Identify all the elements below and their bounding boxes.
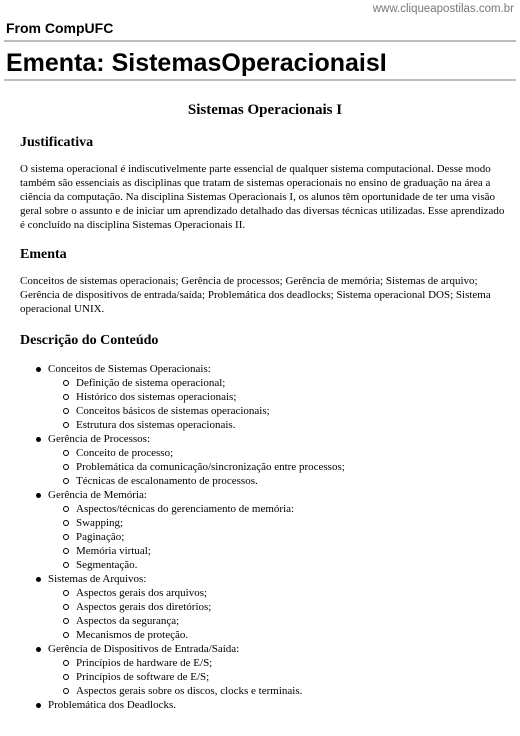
subtopic-item: Técnicas de escalonamento de processos. — [48, 474, 510, 488]
topic-item — [20, 642, 510, 698]
title-divider — [4, 79, 516, 81]
subtopic-item: Aspectos/técnicas do gerenciamento de memória: — [48, 502, 510, 516]
subtopic-item: Problemática da comunicação/sincronização entre processos; — [48, 460, 510, 474]
topic-label: Problemática dos Deadlocks. — [48, 699, 176, 711]
topic-item — [20, 432, 510, 488]
topic-item — [20, 362, 510, 432]
subtopic-item: Princípios de hardware de E/S; — [48, 656, 510, 670]
document-title: Sistemas Operacionais I — [187, 102, 343, 118]
subtopic-item: Princípios de software de E/S; — [48, 670, 510, 684]
topic-label: Conceitos de Sistemas Operacionais: — [48, 363, 211, 375]
watermark-url: www.cliqueapostilas.com.br — [372, 3, 514, 15]
subtopic-list — [48, 446, 510, 488]
subtopic-item: Aspectos gerais dos diretórios; — [48, 600, 510, 614]
topic-label: Gerência de Dispositivos de Entrada/Saída: — [48, 643, 240, 655]
ementa-paragraph: Conceitos de sistemas operacionais; Gerência de processos; Gerência de memória; Sistemas de arquivo; Gerência de dispositivos de entrada/saída; Problemática dos deadlocks; Sistema operacional DOS; Sistema operacional UNIX. — [20, 275, 491, 315]
topic-label: Gerência de Memória: — [48, 489, 147, 501]
topic-item — [20, 698, 510, 712]
topic-item — [20, 488, 510, 572]
subtopic-list — [48, 376, 510, 432]
descricao-heading: Descrição do Conteúdo — [20, 333, 159, 348]
subtopic-item: Mecanismos de proteção. — [48, 628, 510, 642]
header-divider — [4, 40, 516, 42]
topic-label: Sistemas de Arquivos: — [48, 573, 147, 585]
subtopic-list — [48, 586, 510, 642]
subtopic-list — [48, 656, 510, 698]
page-title: Ementa: SistemasOperacionaisI — [6, 49, 387, 77]
document-body — [20, 100, 510, 712]
topic-list — [20, 362, 510, 712]
topic-item — [20, 572, 510, 642]
topic-label: Gerência de Processos: — [48, 433, 151, 445]
justificativa-paragraph: O sistema operacional é indiscutivelmente parte essencial de qualquer sistema computacional. Desse modo também são essenciais as disciplinas que tratam de sistemas operacionais no ensino de graduação na área a ciência da computação. Na disciplina Sistemas Operacionais I, os alunos têm oportunidade de ter uma visão geral sobre o assunto e de iniciar um aprendizado detalhado das diversas técnicas utilizadas. Esse aprendizado é concluído na disciplina Sistemas Operacionais II. — [20, 163, 505, 231]
subtopic-item: Aspectos gerais sobre os discos, clocks e terminais. — [48, 684, 510, 698]
source-header: From CompUFC — [6, 20, 114, 36]
subtopic-item: Conceitos básicos de sistemas operacionais; — [48, 404, 510, 418]
subtopic-item: Histórico dos sistemas operacionais; — [48, 390, 510, 404]
subtopic-item: Aspectos gerais dos arquivos; — [48, 586, 510, 600]
justificativa-heading: Justificativa — [20, 135, 94, 150]
subtopic-list — [48, 502, 510, 572]
subtopic-item: Conceito de processo; — [48, 446, 510, 460]
subtopic-item: Definição de sistema operacional; — [48, 376, 510, 390]
subtopic-item: Aspectos da segurança; — [48, 614, 510, 628]
subtopic-item: Memória virtual; — [48, 544, 510, 558]
ementa-heading: Ementa — [20, 247, 67, 262]
subtopic-item: Segmentação. — [48, 558, 510, 572]
subtopic-item: Estrutura dos sistemas operacionais. — [48, 418, 510, 432]
subtopic-item: Swapping; — [48, 516, 510, 530]
subtopic-item: Paginação; — [48, 530, 510, 544]
